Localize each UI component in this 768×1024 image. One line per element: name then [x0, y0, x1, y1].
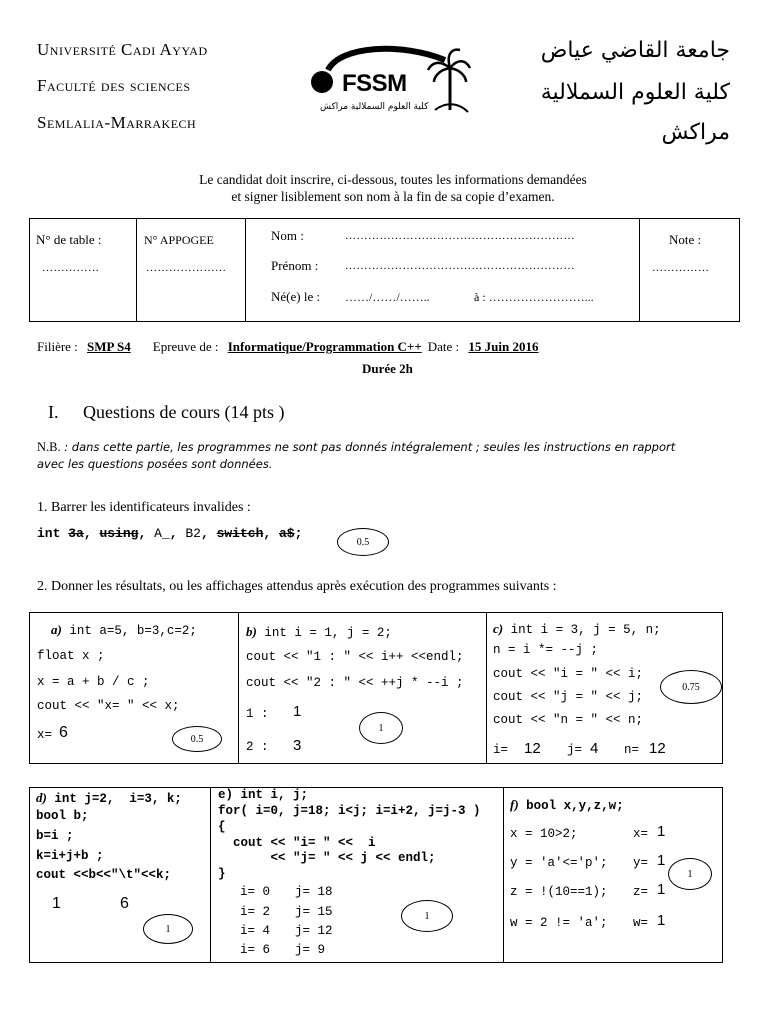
birth-date-field[interactable]: ……/……/…….. [345, 290, 430, 304]
cell-e-row1-i: i= 0 [240, 885, 271, 899]
cell-d-line3: b=i ; [36, 829, 74, 843]
cell-e-line6: } [218, 867, 226, 881]
date-value: 15 Juin 2016 [468, 339, 539, 354]
cell-f-y-label: y= [633, 856, 649, 870]
cell-b-answer1-label: 1 : [246, 707, 269, 721]
cell-d-answer1: 1 [52, 895, 61, 912]
cell-d-answer2: 6 [120, 895, 129, 912]
cell-b-points-badge: 1 [359, 712, 403, 744]
section-number: I. [48, 402, 59, 422]
note-field[interactable]: …………… [652, 262, 710, 274]
cell-e-row3-j: j= 12 [295, 924, 333, 938]
cell-f-row2: y = 'a'<='p'; [510, 856, 608, 870]
cell-b [246, 622, 484, 762]
cell-a-answer: 6 [59, 724, 68, 741]
nom-label: Nom : [271, 228, 304, 243]
cell-e-line2: for( i=0, j=18; i<j; i=i+2, j=j-3 ) [218, 804, 481, 818]
cell-a-line3: x = a + b / c ; [37, 675, 150, 689]
instructions-line2: et signer lisiblement son nom à la fin de sa copie d’examen. [231, 189, 555, 204]
cell-c-j-value: 4 [590, 740, 599, 757]
cell-f-x-label: x= [633, 827, 649, 841]
nb-note-line1 [37, 439, 675, 455]
cell-d-line5: cout <<b<<"\t"<<k; [36, 868, 172, 882]
cell-d-line2: bool b; [36, 809, 89, 823]
cell-f-line1: bool x,y,z,w; [518, 799, 624, 813]
cell-c-n-value: 12 [649, 740, 666, 757]
cell-e-line5: << "j= " << j << endl; [218, 851, 436, 865]
cell-f-y-value: 1 [657, 852, 666, 869]
cell-a-line2: float x ; [37, 649, 105, 663]
cell-c-line1: int i = 3, j = 5, n; [503, 623, 661, 637]
cell-f-z-value: 1 [657, 881, 666, 898]
cell-b-answer2: 3 [293, 737, 302, 754]
cell-c-n-label: n= [624, 743, 640, 757]
birth-label: Né(e) le : [271, 289, 321, 304]
cell-e-row1-j: j= 18 [295, 885, 333, 899]
cell-d-label: d) [36, 790, 47, 805]
cell-c-j-label: j= [567, 743, 583, 757]
faculty-location-ar: مراكش [661, 120, 730, 145]
q1-int-keyword: int [37, 526, 61, 541]
q1-title: 1. Barrer les identificateurs invalides : [37, 500, 251, 515]
cell-c-points-badge: 0.75 [660, 670, 722, 704]
date-label: Date : [427, 339, 460, 354]
logo-text: FSSM [342, 70, 407, 97]
prenom-label: Prénom : [271, 258, 319, 273]
cell-f-row4: w = 2 != 'a'; [510, 916, 608, 930]
identifier-3a[interactable]: 3a [68, 526, 84, 541]
cell-b-answer2-label: 2 : [246, 740, 269, 754]
cell-f-z-label: z= [633, 885, 649, 899]
birth-place-field[interactable]: à : ……………………... [474, 290, 594, 304]
epreuve-value: Informatique/Programmation C++ [227, 339, 422, 354]
cell-b-line1: int i = 1, j = 2; [256, 626, 392, 640]
cell-d-line1: int j=2, i=3, k; [46, 792, 182, 806]
cell-c-i-value: 12 [524, 740, 541, 757]
faculty-location: Semlalia-Marrakech [37, 113, 197, 132]
nb-label: N.B. [37, 440, 61, 454]
cell-d-points-badge: 1 [143, 914, 193, 944]
cell-a-line4: cout << "x= " << x; [37, 699, 180, 713]
cell-d-line4: k=i+j+b ; [36, 849, 104, 863]
cell-e-row2-i: i= 2 [240, 905, 271, 919]
nb-note-line2: avec les questions posées sont données. [37, 457, 273, 471]
cell-f-row1: x = 10>2; [510, 827, 578, 841]
cell-c-line4: cout << "j = " << j; [493, 690, 644, 704]
cell-a-points-badge: 0.5 [172, 726, 222, 752]
identifier-switch[interactable]: switch [216, 526, 264, 541]
exam-info-line [37, 339, 544, 355]
cell-e-line1: e) int i, j; [218, 788, 309, 802]
cell-e-row4-i: i= 6 [240, 943, 271, 957]
cell-e-line3: { [218, 820, 226, 834]
prenom-field[interactable]: …………………………………………………… [345, 260, 575, 272]
university-name-ar: جامعة القاضي عياض [540, 38, 730, 63]
apogee-field[interactable]: ………………… [146, 262, 227, 274]
cell-a-answer-label: x= [37, 728, 53, 742]
cell-e-row4-j: j= 9 [295, 943, 326, 957]
instructions-line1: Le candidat doit inscrire, ci-dessous, toutes les informations demandées [199, 172, 587, 187]
cell-a-line1: int a=5, b=3,c=2; [61, 624, 197, 638]
logo-subtext: كلية العلوم السملالية مراكش [320, 102, 429, 112]
cell-b-answer1: 1 [293, 703, 302, 720]
cell-b-label: b) [246, 624, 257, 639]
cell-f-points-badge: 1 [668, 858, 712, 890]
table-number-label: N° de table : [36, 232, 102, 247]
university-name: Université Cadi Ayyad [37, 40, 208, 59]
apogee-label: N° APPOGEE [144, 233, 214, 247]
table-number-field[interactable]: …………… [42, 262, 100, 274]
identifier-using[interactable]: using [99, 526, 139, 541]
section-title: Questions de cours (14 pts ) [83, 402, 285, 422]
cell-e [218, 788, 502, 960]
q1-points-badge: 0.5 [337, 528, 389, 556]
cell-f-row3: z = !(10==1); [510, 885, 608, 899]
epreuve-label: Epreuve de : [152, 339, 219, 354]
identifier-a[interactable]: A_ [154, 526, 170, 541]
q1-identifiers: int 3a, using, A_, B2, switch, a$; [37, 526, 303, 541]
cell-c-label: c) [493, 621, 504, 636]
cell-f-x-value: 1 [657, 823, 666, 840]
exam-duration: Durée 2h [362, 361, 413, 376]
identifier-adollar[interactable]: a$ [279, 526, 295, 541]
cell-a-label: a) [51, 622, 62, 637]
q2-title: 2. Donner les résultats, ou les affichages attendus après exécution des programmes suivants : [37, 579, 557, 594]
cell-e-points-badge: 1 [401, 900, 453, 932]
cell-c-line2: n = i *= --j ; [493, 643, 599, 657]
cell-f-w-label: w= [633, 916, 649, 930]
identifier-b2[interactable]: B2 [185, 526, 201, 541]
cell-e-row3-i: i= 4 [240, 924, 271, 938]
nom-field[interactable]: …………………………………………………… [345, 230, 575, 242]
filiere-value: SMP S4 [87, 339, 131, 354]
cell-c-line5: cout << "n = " << n; [493, 713, 644, 727]
cell-c-line3: cout << "i = " << i; [493, 667, 644, 681]
filiere-label: Filière : [37, 339, 78, 354]
cell-b-line3: cout << "2 : " << ++j * --i ; [246, 676, 464, 690]
cell-f-w-value: 1 [657, 912, 666, 929]
cell-c-i-label: i= [493, 743, 509, 757]
fssm-logo [300, 40, 475, 125]
cell-e-row2-j: j= 15 [295, 905, 333, 919]
cell-b-line2: cout << "1 : " << i++ <<endl; [246, 650, 464, 664]
cell-f-label: f) [510, 797, 519, 812]
faculty-name-ar: كلية العلوم السملالية [540, 80, 730, 105]
nb-text-1: : dans cette partie, les programmes ne sont pas donnés intégralement ; seules les instructions en rapport [60, 440, 676, 454]
cell-e-line4: cout << "i= " << i [218, 836, 376, 850]
faculty-name: Faculté des sciences [37, 76, 191, 95]
note-label: Note : [669, 232, 702, 247]
